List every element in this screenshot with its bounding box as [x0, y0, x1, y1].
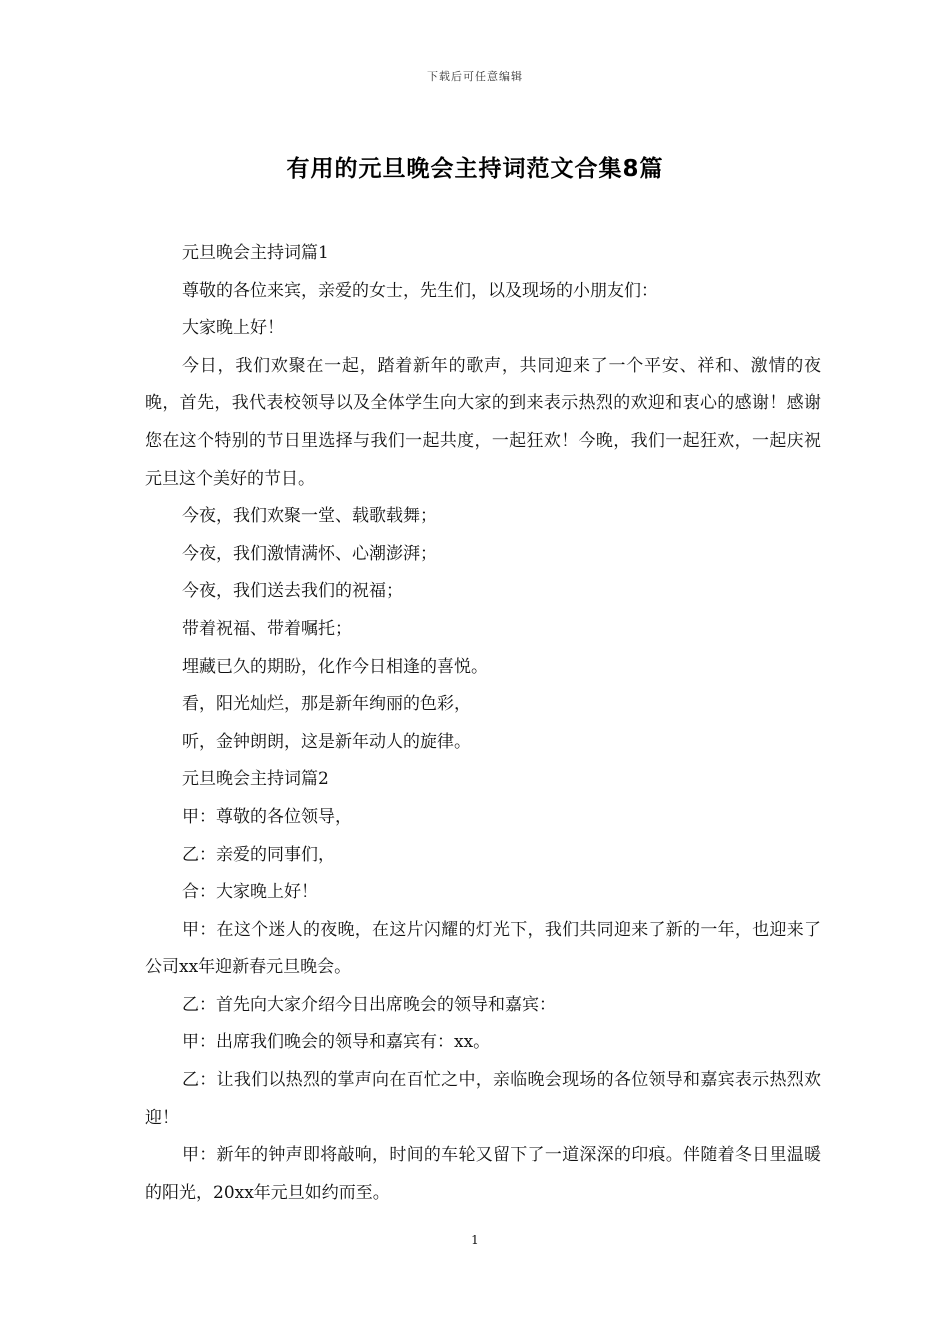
paragraph: 今日，我们欢聚在一起，踏着新年的歌声，共同迎来了一个平安、祥和、激情的夜晚，首先，我代表校领导以及全体学生向大家的到来表示热烈的欢迎和衷心的感谢！感谢您在这个特别的节日里选择与我们一起共度，一起狂欢！今晚，我们一起狂欢，一起庆祝元旦这个美好的节日。	[145, 355, 821, 489]
paragraph: 看，阳光灿烂，那是新年绚丽的色彩，	[182, 694, 471, 715]
paragraph: 今夜，我们送去我们的祝福；	[182, 581, 403, 602]
paragraph: 乙：让我们以热烈的掌声向在百忙之中，亲临晚会现场的各位领导和嘉宾表示热烈欢迎！	[145, 1070, 821, 1128]
header-note: 下载后可任意编辑	[427, 70, 523, 83]
paragraph: 甲：在这个迷人的夜晚，在这片闪耀的灯光下，我们共同迎来了新的一年，也迎来了公司xx年迎新春元旦晚会。	[145, 919, 821, 978]
paragraph: 乙：首先向大家介绍今日出席晚会的领导和嘉宾：	[182, 994, 556, 1015]
paragraph: 乙：亲爱的同事们，	[182, 844, 335, 865]
paragraph: 听，金钟朗朗，这是新年动人的旋律。	[182, 731, 471, 752]
document-body	[145, 235, 821, 1212]
paragraph: 大家晚上好！	[182, 318, 284, 339]
paragraph: 带着祝福、带着嘱托；	[182, 618, 352, 639]
document-title: 有用的元旦晚会主持词范文合集8篇	[286, 156, 664, 182]
paragraph: 甲：新年的钟声即将敲响，时间的车轮又留下了一道深深的印痕。伴随着冬日里温暖的阳光，20xx年元旦如约而至。	[145, 1145, 821, 1203]
section-heading-1: 元旦晚会主持词篇1	[182, 243, 329, 263]
paragraph: 埋藏已久的期盼，化作今日相逢的喜悦。	[182, 656, 488, 677]
section-heading-2: 元旦晚会主持词篇2	[182, 769, 329, 790]
page-number: 1	[471, 1233, 479, 1247]
paragraph: 尊敬的各位来宾，亲爱的女士，先生们，以及现场的小朋友们：	[182, 280, 658, 301]
paragraph: 合：大家晚上好！	[182, 882, 318, 903]
paragraph: 今夜，我们欢聚一堂、载歌载舞；	[182, 506, 437, 527]
paragraph: 甲：尊敬的各位领导，	[182, 806, 352, 827]
paragraph: 今夜，我们激情满怀、心潮澎湃；	[182, 543, 437, 564]
paragraph: 甲：出席我们晚会的领导和嘉宾有：xx。	[182, 1032, 491, 1053]
